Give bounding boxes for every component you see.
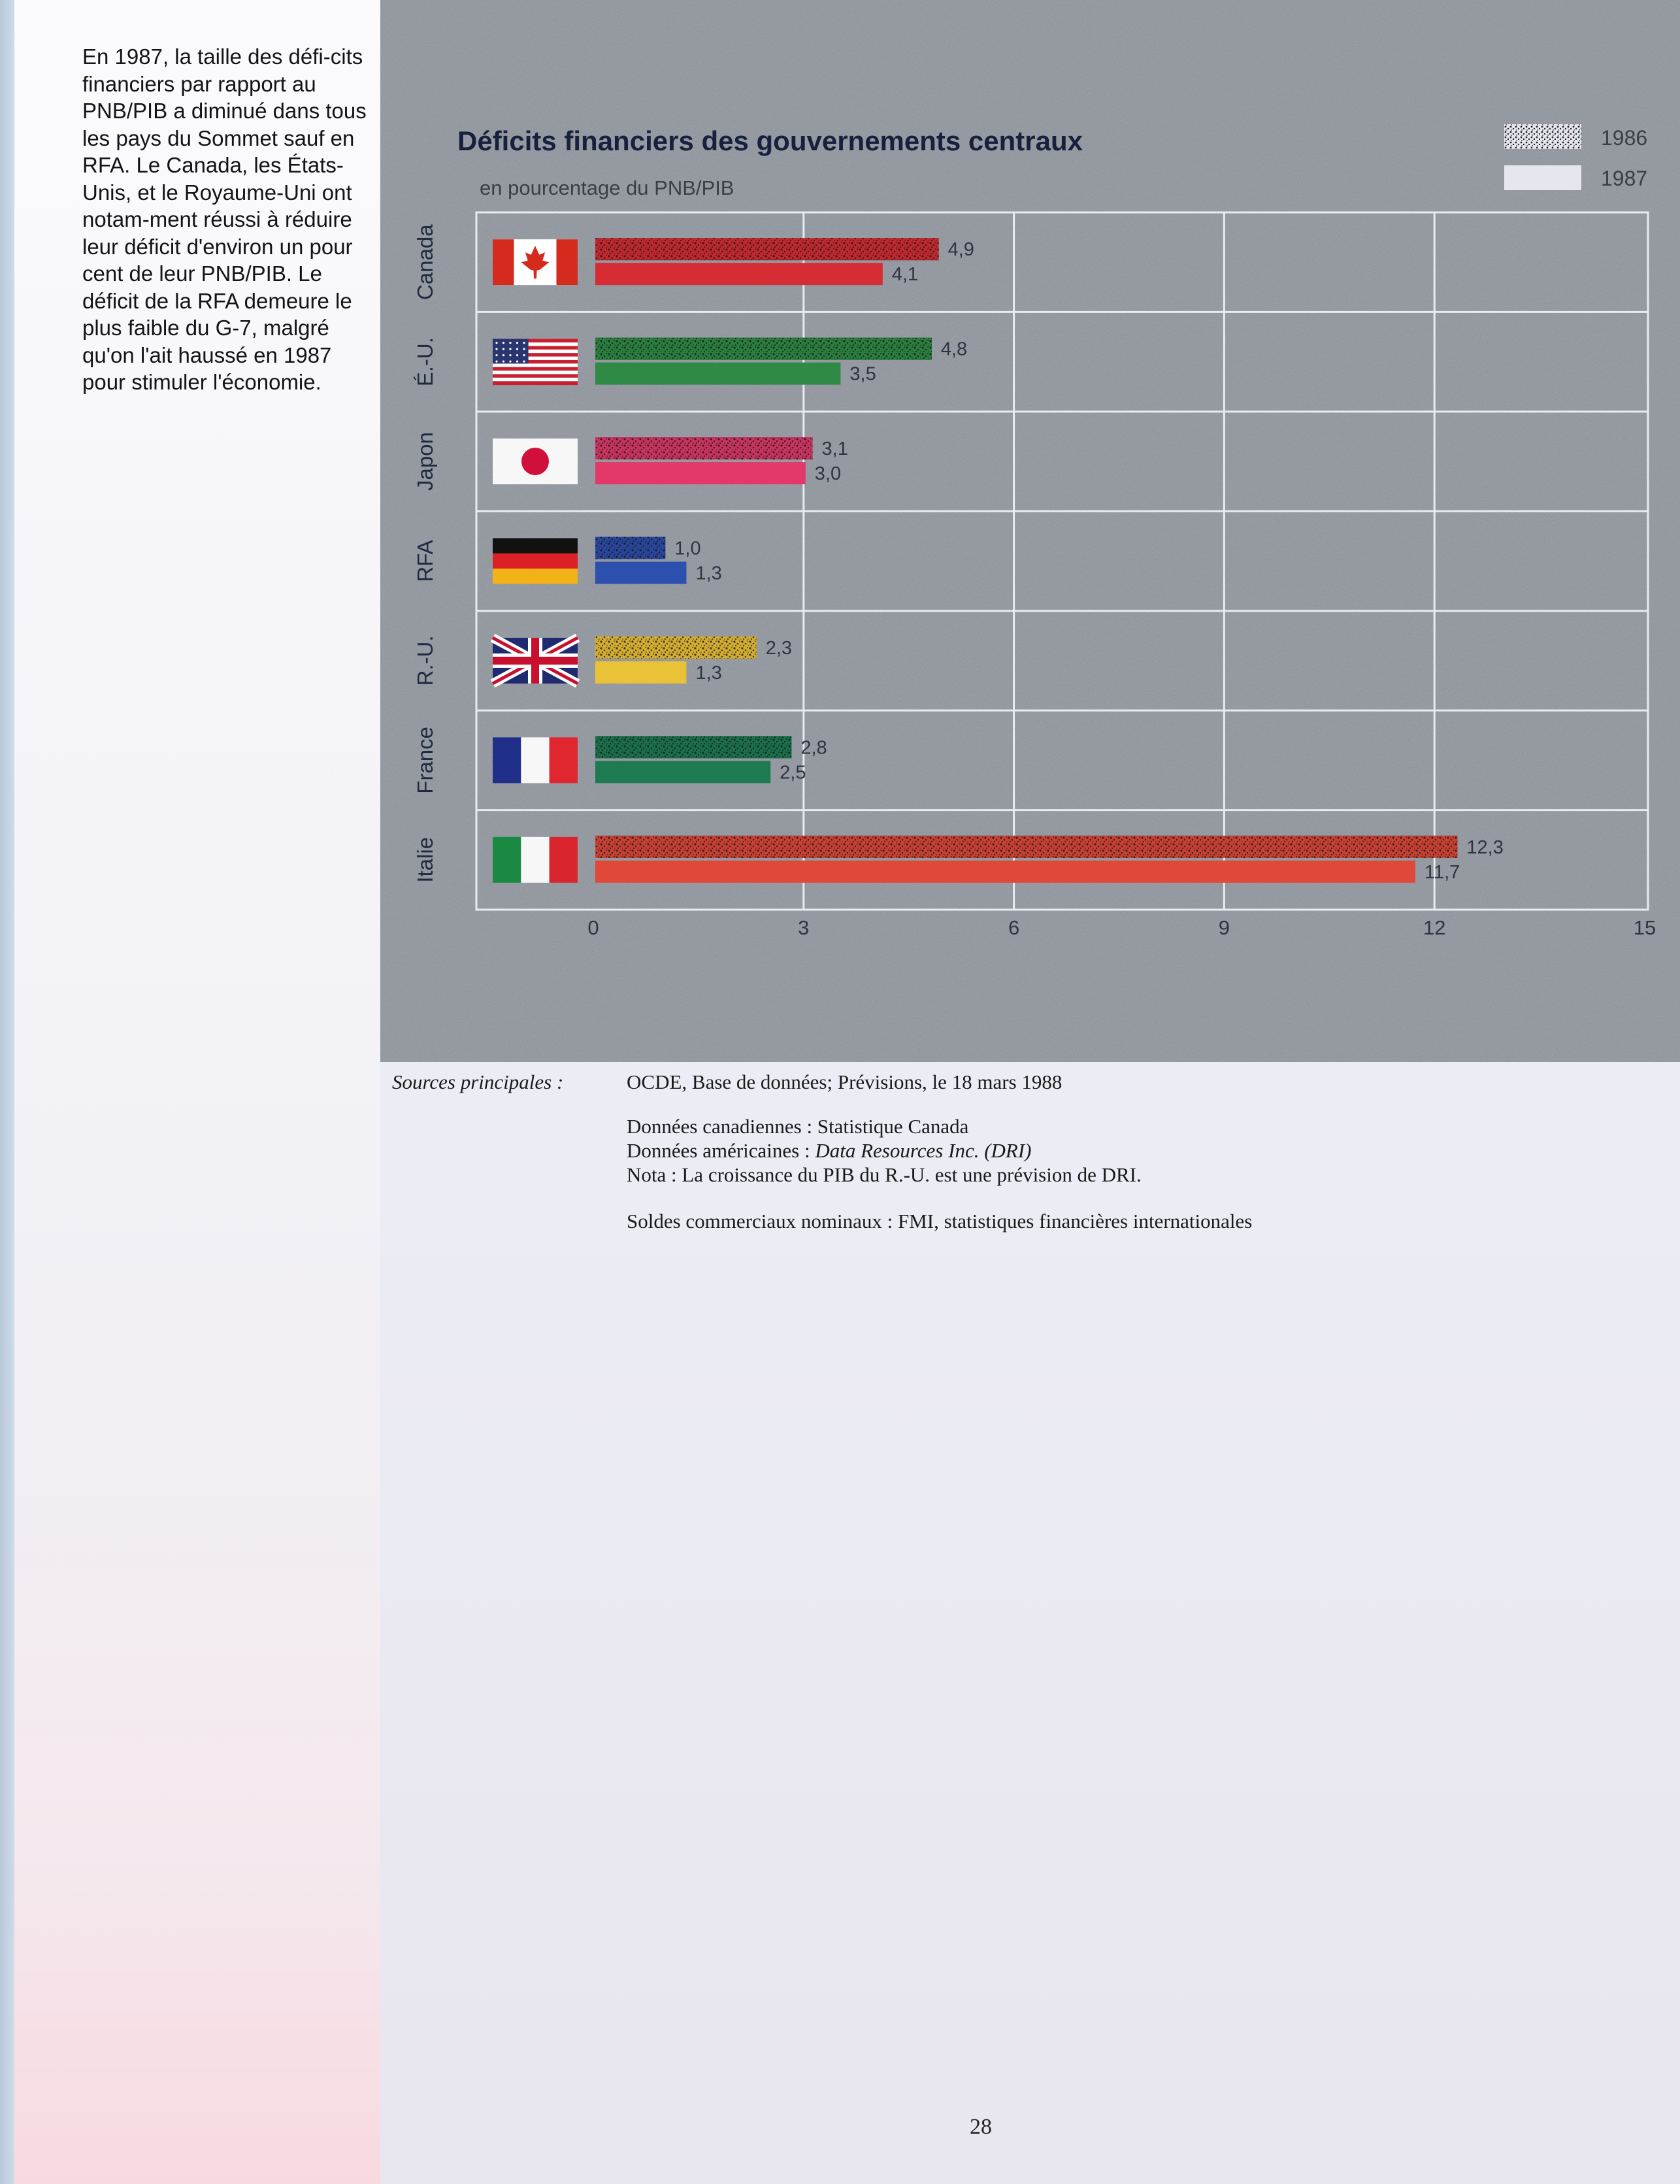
legend-label-1986: 1986 bbox=[1601, 126, 1648, 150]
bar-1987-value-label: 2,5 bbox=[780, 762, 806, 784]
star-icon bbox=[516, 348, 518, 350]
star-icon bbox=[523, 354, 525, 356]
category-label: France bbox=[413, 726, 437, 794]
bar-1987 bbox=[595, 462, 806, 484]
flag-stripe bbox=[521, 737, 549, 783]
star-icon bbox=[495, 342, 497, 344]
bar-1987-value-label: 1,3 bbox=[695, 563, 722, 584]
bar-1986-pattern bbox=[595, 338, 932, 360]
flag-stripe bbox=[493, 381, 578, 385]
bar-1986-pattern bbox=[595, 437, 813, 459]
star-icon bbox=[523, 342, 525, 344]
legend-label-1987: 1987 bbox=[1601, 167, 1648, 190]
star-icon bbox=[516, 354, 518, 356]
sources-canada: Données canadiennes : Statistique Canada bbox=[627, 1115, 969, 1138]
sidebar-column bbox=[14, 0, 380, 2184]
legend-swatch-1987 bbox=[1504, 165, 1581, 190]
flag-stripe bbox=[521, 837, 549, 883]
bar-1986-pattern bbox=[595, 238, 939, 260]
star-icon bbox=[502, 361, 504, 363]
sources-usa-dri: Data Resources Inc. (DRI) bbox=[815, 1139, 1032, 1162]
flag-stripe bbox=[493, 374, 578, 378]
sources-main: OCDE, Base de données; Prévisions, le 18 mars 1988 bbox=[627, 1070, 1062, 1093]
uk-flag-icon bbox=[493, 638, 578, 684]
flag-stripe bbox=[493, 837, 521, 883]
flag-stripe bbox=[493, 538, 578, 554]
bar-1986-value-label: 3,1 bbox=[821, 438, 848, 460]
star-icon bbox=[509, 354, 511, 356]
star-icon bbox=[495, 361, 497, 363]
bar-1986-pattern bbox=[595, 637, 757, 659]
usa-flag-icon bbox=[493, 339, 578, 386]
chart-panel bbox=[380, 0, 1680, 1062]
flag-stripe bbox=[550, 837, 578, 883]
sources-trade: Soldes commerciaux nominaux : FMI, statistiques financières internationales bbox=[627, 1210, 1253, 1233]
bar-1986-value-label: 4,9 bbox=[947, 239, 974, 261]
bar-1986-pattern bbox=[595, 836, 1457, 858]
bar-1987-value-label: 1,3 bbox=[695, 662, 722, 684]
intro-paragraph: En 1987, la taille des défi-cits financiers par rapport au PNB/PIB a diminué dans tous les pays du Sommet sauf en RFA. Le Canada, les États-Unis, et le Royaume-Uni ont notam-ment réussi à réduire leur déficit d'environ un pour cent de leur PNB/PIB. Le déficit de la RFA demeure le plus faible du G-7, malgré qu'on l'ait haussé en 1987 pour stimuler l'économie. bbox=[82, 44, 367, 394]
flag-cross-red bbox=[493, 657, 578, 665]
bar-1987 bbox=[595, 661, 686, 684]
bar-1987 bbox=[595, 263, 883, 285]
bar-1986-value-label: 1,0 bbox=[674, 538, 701, 559]
sources-usa-prefix: Données américaines : bbox=[627, 1139, 815, 1162]
star-icon bbox=[523, 348, 525, 350]
star-icon bbox=[523, 361, 525, 363]
bar-1986-value-label: 2,3 bbox=[765, 637, 793, 659]
flag-stripe bbox=[493, 554, 578, 569]
star-icon bbox=[509, 361, 511, 363]
legend-swatch-1986 bbox=[1504, 124, 1581, 149]
category-label: R.-U. bbox=[413, 635, 437, 686]
star-icon bbox=[502, 348, 504, 350]
flag-stripe bbox=[493, 371, 578, 374]
flag-stripe bbox=[493, 363, 578, 367]
page-number: 28 bbox=[970, 2115, 992, 2139]
bar-1987 bbox=[595, 363, 840, 385]
category-label: RFA bbox=[413, 540, 437, 582]
bar-1986-pattern bbox=[595, 537, 665, 559]
flag-stripe bbox=[493, 569, 578, 584]
star-icon bbox=[509, 348, 511, 350]
x-tick-label: 12 bbox=[1423, 916, 1446, 939]
bar-1987-value-label: 4,1 bbox=[891, 264, 919, 286]
star-icon bbox=[495, 348, 497, 350]
bar-1987 bbox=[595, 562, 686, 584]
bar-1987-value-label: 11,7 bbox=[1425, 861, 1460, 883]
category-label: Canada bbox=[413, 224, 437, 301]
star-icon bbox=[516, 342, 518, 344]
germany-flag-icon bbox=[493, 538, 578, 584]
star-icon bbox=[502, 342, 504, 344]
deficit-chart bbox=[380, 0, 1680, 1062]
japan-flag-icon bbox=[493, 438, 578, 484]
france-flag-icon bbox=[493, 737, 578, 783]
x-tick-label: 15 bbox=[1633, 916, 1656, 939]
flag-stripe bbox=[493, 367, 578, 371]
chart-texture bbox=[380, 0, 1680, 1062]
category-label: Japon bbox=[413, 432, 437, 491]
x-tick-label: 0 bbox=[587, 916, 599, 939]
bar-1986-value-label: 2,8 bbox=[800, 737, 827, 759]
sources-note: Nota : La croissance du PIB du R.-U. est une prévision de DRI. bbox=[627, 1163, 1142, 1186]
sources-usa bbox=[627, 1139, 1032, 1163]
flag-band bbox=[557, 239, 578, 285]
bar-1986-pattern bbox=[595, 736, 791, 758]
star-icon bbox=[509, 342, 511, 344]
italy-flag-icon bbox=[493, 837, 578, 883]
canada-flag-icon bbox=[493, 239, 578, 285]
flag-stripe bbox=[550, 737, 578, 783]
flag-stripe bbox=[493, 737, 521, 783]
bar-1987-value-label: 3,0 bbox=[814, 463, 842, 485]
bar-1987 bbox=[595, 861, 1415, 883]
sun-disc bbox=[521, 448, 549, 475]
bar-1987 bbox=[595, 761, 770, 783]
x-tick-label: 3 bbox=[798, 916, 810, 939]
star-icon bbox=[516, 361, 518, 363]
bar-1987-value-label: 3,5 bbox=[849, 363, 876, 385]
flag-band bbox=[493, 239, 514, 285]
star-icon bbox=[495, 354, 497, 356]
category-label: É.-U. bbox=[413, 337, 437, 387]
sources-lead: Sources principales : bbox=[392, 1070, 564, 1093]
star-icon bbox=[502, 354, 504, 356]
chart-subtitle: en pourcentage du PNB/PIB bbox=[480, 176, 734, 199]
flag-stripe bbox=[493, 378, 578, 382]
chart-title: Déficits financiers des gouvernements centraux bbox=[457, 125, 1083, 156]
page-edge-strip bbox=[0, 0, 14, 2184]
bar-1986-value-label: 4,8 bbox=[940, 339, 968, 360]
bar-1986-value-label: 12,3 bbox=[1466, 836, 1504, 858]
x-tick-label: 9 bbox=[1218, 916, 1230, 939]
category-label: Italie bbox=[413, 836, 437, 883]
x-tick-label: 6 bbox=[1008, 916, 1020, 939]
